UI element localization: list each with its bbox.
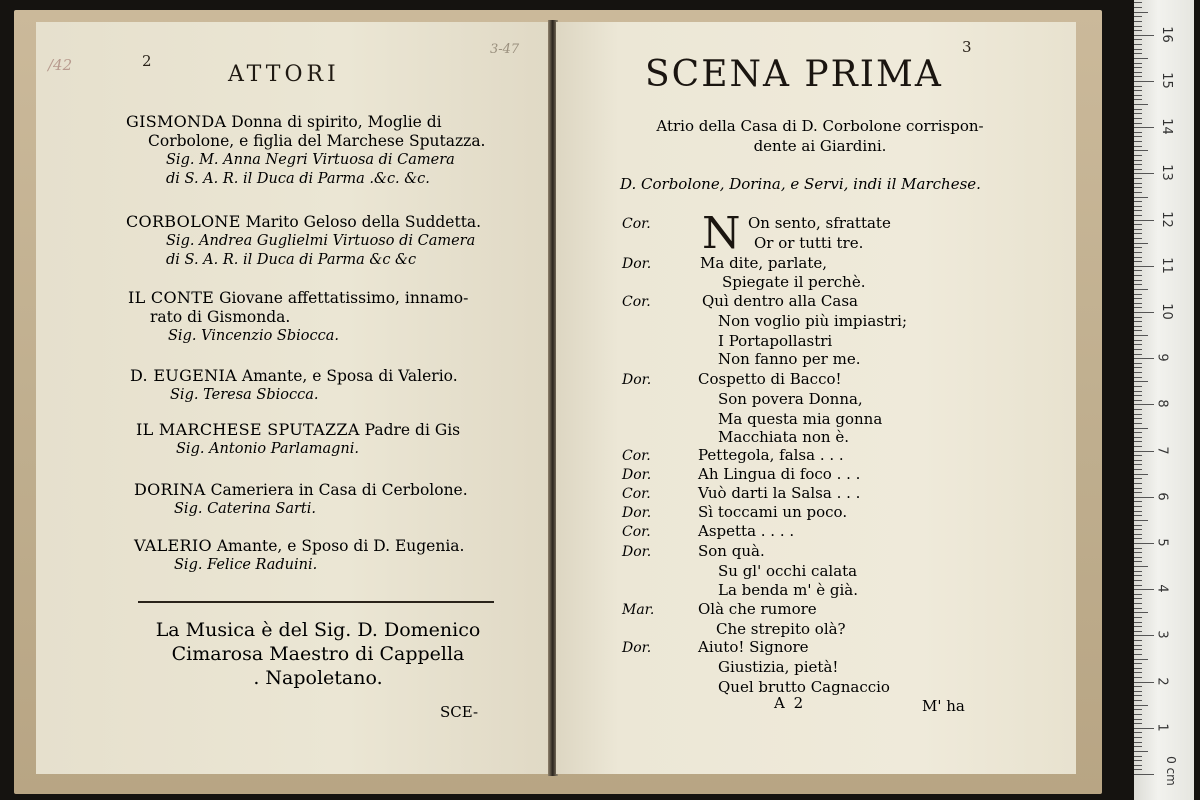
ruler-tick [1134,247,1142,248]
ruler-tick [1134,469,1142,470]
cast-name: GISMONDA [126,112,227,131]
dialogue-line: Sì toccami un poco. [698,503,848,521]
dialogue-line: Ma dite, parlate, [700,254,828,272]
ruler-tick [1134,90,1142,91]
dialogue-line: Ma questa mia gonna [718,410,883,428]
ruler-number: 1 [1154,723,1170,732]
ruler-tick [1134,164,1142,165]
ruler-tick [1134,127,1154,128]
ruler-tick [1134,566,1148,567]
ruler-tick [1134,663,1142,664]
ruler-tick [1134,626,1142,627]
ruler-tick [1134,677,1142,678]
ruler-tick [1134,654,1142,655]
ruler-tick [1134,173,1154,174]
ruler-tick [1134,363,1142,364]
ruler-number: 5 [1154,538,1170,547]
dialogue-line: On sento, sfrattate [748,214,891,232]
ruler-tick [1134,728,1154,729]
dialogue-line: Ah Lingua di foco . . . [698,465,861,483]
ruler-tick [1134,622,1142,623]
ruler-tick [1134,682,1154,683]
ruler-tick [1134,95,1142,96]
ruler-tick [1134,538,1142,539]
ruler-tick [1134,645,1142,646]
ruler-tick [1134,585,1142,586]
ruler-tick [1134,520,1148,521]
ruler-tick [1134,381,1148,382]
ruler-tick [1134,769,1142,770]
ruler-tick [1134,460,1142,461]
ruler-number: 12 [1158,210,1174,228]
cast-singer: Sig. M. Anna Negri Virtuosa di Camera [166,152,455,168]
ruler-tick [1134,612,1148,613]
cast-name: CORBOLONE [126,212,241,231]
ruler-tick [1134,552,1142,553]
ruler-tick [1134,358,1154,359]
ruler-tick [1134,113,1142,114]
ruler-number: 7 [1154,445,1170,455]
speaker-label: Dor. [622,505,652,521]
cast-singer: Sig. Andrea Guglielmi Virtuoso di Camera [166,233,476,249]
ruler-tick [1134,474,1148,475]
ruler-tick [1134,432,1142,433]
ruler-tick [1134,21,1142,22]
ruler-tick [1134,335,1148,336]
ruler-tick [1134,215,1142,216]
ruler-tick [1134,229,1142,230]
ruler-tick [1134,631,1142,632]
ruler-tick [1134,617,1142,618]
ruler-tick [1134,529,1142,530]
credit-line: . Napoletano. [253,667,383,689]
ruler-tick [1134,534,1142,535]
ruler-tick [1134,501,1142,502]
ruler-tick [1134,192,1142,193]
ruler-tick [1134,451,1154,452]
ruler-tick [1134,275,1142,276]
ruler-tick [1134,197,1148,198]
ruler-tick [1134,589,1154,590]
ruler-tick [1134,118,1142,119]
ruler-tick [1134,668,1142,669]
scene-title: SCENA PRIMA [645,54,943,95]
ruler-tick [1134,344,1142,345]
ruler-tick [1134,30,1142,31]
ruler-tick [1134,233,1142,234]
ruler-tick [1134,183,1142,184]
ruler-tick [1134,280,1142,281]
signature-mark: A 2 [774,694,806,712]
right-catchword: M' ha [922,697,965,715]
dialogue-line: Non fanno per me. [718,350,861,368]
dialogue-line: Quel brutto Cagnaccio [718,678,890,696]
ruler-number: 15 [1158,72,1174,89]
ruler-tick [1134,44,1142,45]
ruler-number: 9 [1154,353,1170,362]
cast-singer: Sig. Teresa Sbiocca. [170,387,319,403]
ruler-tick [1134,441,1142,442]
pencil-annotation-2: 3-47 [490,42,520,57]
setting-line: Atrio della Casa di D. Corbolone corrispon- [656,117,984,135]
ruler-tick [1134,150,1148,151]
ruler-tick [1134,428,1148,429]
ruler-tick [1134,63,1142,64]
ruler-tick [1134,737,1142,738]
ruler-tick [1134,400,1142,401]
ruler-tick [1134,104,1148,105]
cast-role: Giovane affettatissimo, innamo- [219,289,469,307]
ruler-tick [1134,714,1142,715]
cast-name: D. EUGENIA [130,366,237,385]
ruler-zero-label: 0 cm [1163,756,1178,786]
ruler-tick [1134,372,1142,373]
cast-singer: Sig. Vincenzio Sbiocca. [168,328,339,344]
ruler-tick [1134,774,1154,775]
ruler-tick [1134,548,1142,549]
dialogue-line: Quì dentro alla Casa [702,292,858,310]
dialogue-line: Or or tutti tre. [754,234,864,252]
ruler-tick [1134,377,1142,378]
cast-role-cont: Corbolone, e figlia del Marchese Sputazza. [148,132,486,150]
dialogue-line: Son povera Donna, [718,390,863,408]
ruler-tick [1134,178,1142,179]
cast-role: Amante, e Sposa di Valerio. [241,367,458,385]
ruler-tick [1134,543,1154,544]
ruler-tick [1134,141,1142,142]
ruler-tick [1134,478,1142,479]
ruler-tick [1134,765,1142,766]
ruler-tick [1134,317,1142,318]
drop-cap: N [702,208,741,259]
ruler-tick [1134,26,1142,27]
dialogue-line: Son quà. [698,542,765,560]
cast-name: IL CONTE [128,288,215,307]
ruler-tick [1134,561,1142,562]
scene-characters: D. Corbolone, Dorina, e Servi, indi il Marchese. [620,175,981,193]
ruler-number: 3 [1154,630,1170,640]
dialogue-line: Giustizia, pietà! [718,658,839,676]
ruler-tick [1134,146,1142,147]
cast-entry [134,480,554,519]
ruler-tick [1134,525,1142,526]
speaker-label: Dor. [622,372,652,388]
dialogue-line: I Portapollastri [718,332,833,350]
ruler-tick [1134,330,1142,331]
scene-setting [612,116,1028,156]
ruler-tick [1134,2,1142,3]
ruler-tick [1134,294,1142,295]
left-catchword: SCE- [440,703,479,721]
ruler-tick [1134,700,1142,701]
ruler-tick [1134,39,1142,40]
ruler-tick [1134,136,1142,137]
ruler-tick [1134,640,1142,641]
ruler-tick [1134,446,1142,447]
ruler-tick [1134,67,1142,68]
ruler-tick [1134,571,1142,572]
ruler-tick [1134,109,1142,110]
pencil-annotation: /42 [48,56,73,74]
cast-singer: Sig. Caterina Sarti. [174,501,316,517]
ruler-tick [1134,603,1142,604]
ruler-tick [1134,391,1142,392]
ruler-tick [1134,709,1142,710]
cast-role: Padre di Gis [364,421,461,439]
ruler-tick [1134,76,1142,77]
ruler-tick [1134,243,1148,244]
dialogue-line: Pettegola, falsa . . . [698,446,844,464]
ruler-tick [1134,483,1142,484]
ruler-tick [1134,691,1142,692]
ruler-tick [1134,695,1142,696]
ruler-tick [1134,742,1142,743]
ruler-tick [1134,349,1142,350]
ruler-tick [1134,58,1148,59]
ruler-tick [1134,511,1142,512]
music-credit [128,618,508,690]
ruler-tick [1134,49,1142,50]
ruler-tick [1134,284,1142,285]
ruler-tick [1134,635,1154,636]
left-page-number: 2 [142,52,152,70]
speaker-label: Cor. [622,216,651,232]
ruler-tick [1134,659,1148,660]
ruler-tick [1134,575,1142,576]
ruler-tick [1134,746,1142,747]
speaker-label: Dor. [622,544,652,560]
ruler-tick [1134,312,1154,313]
ruler-number: 16 [1158,26,1174,43]
ruler-tick [1134,326,1142,327]
ruler-tick [1134,298,1142,299]
ruler-number: 11 [1158,257,1174,274]
cast-name: IL MARCHESE SPUTAZZA [136,420,360,439]
ruler-tick [1134,492,1142,493]
ruler-tick [1134,756,1142,757]
ruler-tick [1134,187,1142,188]
cast-entry [126,212,546,270]
ruler-tick [1134,340,1142,341]
ruler-tick [1134,220,1154,221]
ruler-tick [1134,224,1142,225]
ruler-tick [1134,760,1142,761]
measurement-ruler [1134,0,1194,800]
ruler-tick [1134,488,1142,489]
ruler-tick [1134,594,1142,595]
ruler-tick [1134,257,1142,258]
ruler-tick [1134,123,1142,124]
speaker-label: Mar. [622,602,655,618]
ruler-tick [1134,7,1142,8]
dialogue-line: Aspetta . . . . [698,522,795,540]
dialogue-line: Spiegate il perchè. [722,273,866,291]
ruler-tick [1134,210,1142,211]
ruler-tick [1134,354,1142,355]
ruler-tick [1134,751,1148,752]
ruler-tick [1134,395,1142,396]
ruler-number: 14 [1158,118,1174,135]
ruler-tick [1134,414,1142,415]
ruler-tick [1134,169,1142,170]
ruler-tick [1134,303,1142,304]
cast-singer: Sig. Felice Raduini. [174,557,318,573]
credit-line: La Musica è del Sig. D. Domenico [155,619,481,641]
dialogue-line: Su gl' occhi calata [718,562,858,580]
cast-name: VALERIO [134,536,212,555]
cast-role: Cameriera in Casa di Cerbolone. [210,481,468,499]
ruler-number: 6 [1154,492,1170,501]
ruler-tick [1134,238,1142,239]
ruler-tick [1134,705,1148,706]
speaker-label: Dor. [622,256,652,272]
ruler-tick [1134,423,1142,424]
ruler-tick [1134,723,1142,724]
ruler-tick [1134,266,1154,267]
cast-role-cont: rato di Gismonda. [150,308,291,326]
cast-entry [134,536,554,575]
ruler-tick [1134,206,1142,207]
dialogue-line: Cospetto di Bacco! [698,370,842,388]
ruler-tick [1134,719,1142,720]
cast-role: Amante, e Sposo di D. Eugenia. [216,537,465,555]
ruler-number: 4 [1154,584,1170,593]
ruler-tick [1134,289,1148,290]
ruler-tick [1134,160,1142,161]
ruler-tick [1134,515,1142,516]
cast-singer: Sig. Antonio Parlamagni. [176,441,359,457]
ruler-tick [1134,201,1142,202]
ruler-tick [1134,580,1142,581]
dialogue-line: Aiuto! Signore [698,638,809,656]
ruler-tick [1134,557,1142,558]
ruler-tick [1134,53,1142,54]
cast-entry [136,420,556,459]
dialogue-line: La benda m' è già. [718,581,858,599]
ruler-tick [1134,732,1142,733]
ruler-tick [1134,132,1142,133]
ruler-tick [1134,270,1142,271]
ruler-tick [1134,261,1142,262]
dialogue-line: Macchiata non è. [718,428,850,446]
setting-line: dente ai Giardini. [753,137,887,155]
ruler-tick [1134,455,1142,456]
credit-line: Cimarosa Maestro di Cappella [171,643,465,665]
dialogue-line: Che strepito olà? [716,620,846,638]
ruler-tick [1134,16,1142,17]
cast-entry [126,112,546,189]
speaker-label: Dor. [622,467,652,483]
ruler-tick [1134,321,1142,322]
ruler-tick [1134,686,1142,687]
speaker-label: Dor. [622,640,652,656]
ruler-tick [1134,608,1142,609]
ruler-number: 8 [1154,399,1170,409]
speaker-label: Cor. [622,486,651,502]
ruler-tick [1134,86,1142,87]
cast-singer-cont: di S. A. R. il Duca di Parma .&c. &c. [166,171,430,187]
dialogue-line: Olà che rumore [698,600,817,618]
cast-singer-cont: di S. A. R. il Duca di Parma &c &c [166,252,417,268]
speaker-label: Cor. [622,448,651,464]
cast-header: ATTORI [228,62,340,87]
right-page-number: 3 [962,38,972,56]
ruler-tick [1134,672,1142,673]
ruler-tick [1134,81,1154,82]
dialogue-line: Non voglio più impiastri; [718,312,908,330]
ruler-number: 13 [1158,164,1174,182]
cast-role: Marito Geloso della Suddetta. [245,213,482,231]
speaker-label: Cor. [622,294,651,310]
ruler-tick [1134,409,1142,410]
ruler-tick [1134,464,1142,465]
ruler-tick [1134,35,1154,36]
ruler-tick [1134,598,1142,599]
speaker-label: Cor. [622,524,651,540]
ruler-tick [1134,99,1142,100]
ruler-number: 2 [1154,676,1170,686]
ruler-tick [1134,404,1154,405]
cast-entry [130,366,550,405]
ruler-tick [1134,72,1142,73]
ruler-number: 10 [1158,303,1174,320]
ruler-tick [1134,506,1142,507]
cast-role: Donna di spirito, Moglie di [231,113,442,131]
ruler-tick [1134,437,1142,438]
ruler-tick [1134,497,1154,498]
cast-name: DORINA [134,480,206,499]
divider-rule [138,601,494,603]
ruler-tick [1134,649,1142,650]
ruler-tick [1134,386,1142,387]
cast-entry [128,288,548,346]
ruler-tick [1134,252,1142,253]
ruler-tick [1134,418,1142,419]
ruler-tick [1134,367,1142,368]
ruler-tick [1134,12,1148,13]
ruler-tick [1134,155,1142,156]
dialogue-line: Vuò darti la Salsa . . . [698,484,861,502]
ruler-tick [1134,307,1142,308]
